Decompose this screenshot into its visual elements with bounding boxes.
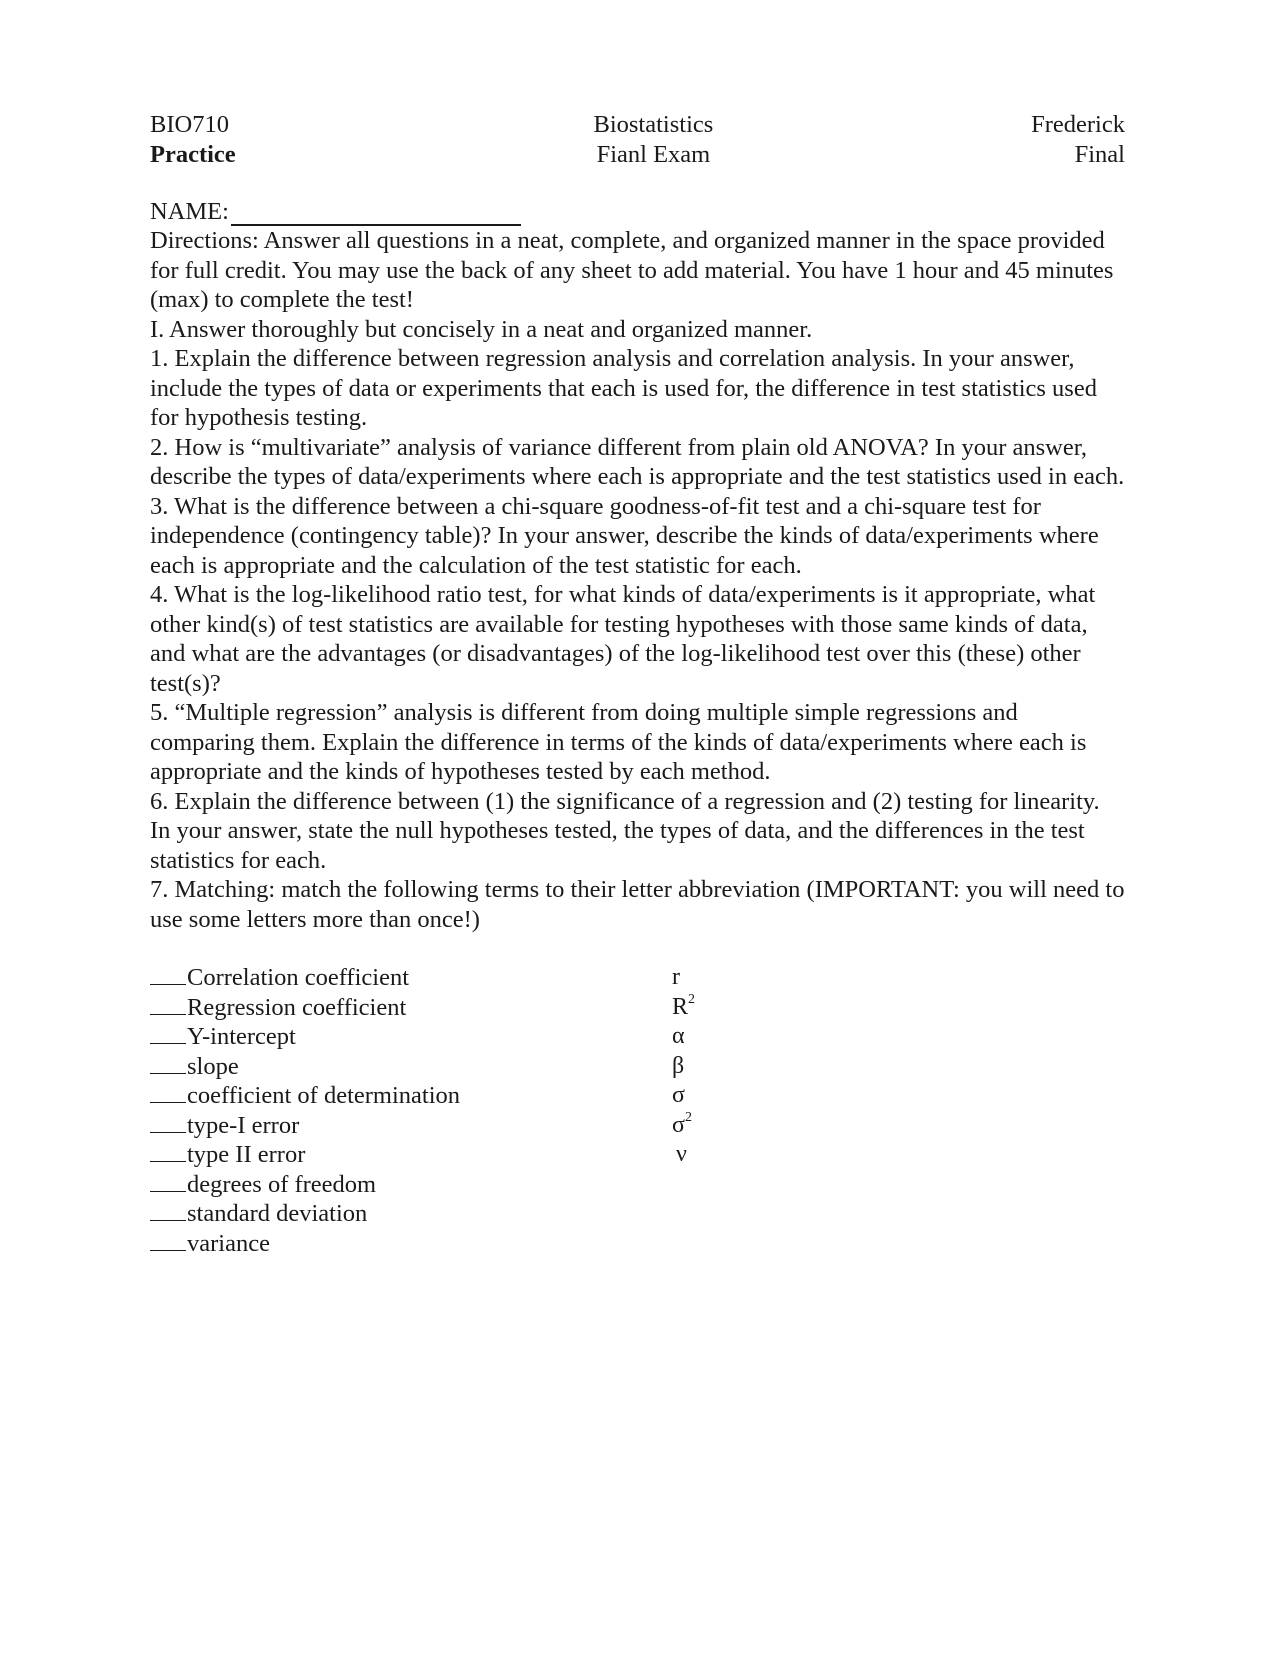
- answer-blank[interactable]: [150, 1230, 186, 1251]
- symbol-base: σ: [672, 1111, 685, 1138]
- name-blank-field[interactable]: [231, 200, 521, 226]
- exam-title: Fianl Exam: [596, 141, 711, 168]
- symbol-superscript: 2: [684, 1109, 692, 1125]
- symbol-base: σ: [672, 1082, 685, 1108]
- term-label: coefficient of determination: [187, 1082, 461, 1109]
- header-right: [1031, 110, 1125, 170]
- symbol-base: R: [672, 993, 689, 1020]
- question-7: 7. Matching: match the following terms to their letter abbreviation (IMPORTANT: you will need to use some letters more than once!): [150, 876, 1125, 933]
- symbol-sigma-squared: [672, 1111, 695, 1141]
- question-5: 5. “Multiple regression” analysis is different from doing multiple simple regressions and comparing them. Explain the difference in terms of the kinds of data/experiments where each is appropriate and the kinds of hypotheses tested by each method.: [150, 699, 1087, 785]
- answer-blank[interactable]: [150, 1053, 186, 1074]
- exam-type: Final: [1074, 141, 1125, 168]
- name-line: [150, 198, 1125, 226]
- term-label: standard deviation: [187, 1200, 368, 1227]
- answer-blank[interactable]: [150, 1200, 186, 1221]
- matching-symbols-list: [672, 963, 695, 1170]
- answer-blank[interactable]: [150, 1112, 186, 1133]
- symbol-sigma: [672, 1081, 695, 1111]
- header-left: [150, 110, 236, 170]
- answer-blank[interactable]: [150, 1082, 186, 1103]
- question-1: 1. Explain the difference between regression analysis and correlation analysis. In your answer, include the types of data or experiments that each is used for, the difference in test statistics used for hypothesis testing.: [150, 345, 1097, 431]
- term-label: degrees of freedom: [187, 1170, 377, 1198]
- matching-term: [150, 1022, 460, 1052]
- answer-blank[interactable]: [150, 994, 186, 1015]
- term-label: Y-intercept: [187, 1023, 296, 1050]
- symbol-base: α: [672, 1023, 685, 1049]
- symbol-base: ν: [676, 1141, 687, 1167]
- question-4: 4. What is the log-likelihood ratio test, for what kinds of data/experiments is it appropriate, what other kind(s) of test statistics are available for testing hypotheses with those same kinds of data, and what are the advantages (or disadvantages) of the log-likelihood test over this (these) other test(s)?: [150, 581, 1096, 697]
- matching-term: [150, 1170, 460, 1200]
- matching-term: [150, 1229, 460, 1259]
- directions-text: Directions: Answer all questions in a neat, complete, and organized manner in the space provided for full credit. You may use the back of any sheet to add material. You have 1 hour and 45 minutes (max) to complete the test!: [150, 227, 1114, 313]
- symbol-beta: [672, 1052, 695, 1082]
- answer-blank[interactable]: [150, 1171, 186, 1192]
- symbol-nu: [672, 1140, 695, 1170]
- header-center: [594, 110, 714, 170]
- symbol-r-squared: [672, 993, 695, 1023]
- term-label: slope: [187, 1052, 239, 1080]
- matching-section: [150, 963, 1125, 1263]
- course-subject: Biostatistics: [593, 111, 714, 138]
- symbol-base: β: [672, 1052, 685, 1079]
- symbol-superscript: 2: [688, 991, 696, 1007]
- matching-term: [150, 1111, 460, 1141]
- matching-term: [150, 993, 460, 1023]
- matching-term: [150, 963, 460, 993]
- answer-blank[interactable]: [150, 1023, 186, 1044]
- question-3: 3. What is the difference between a chi-square goodness-of-fit test and a chi-square test for independence (contingency table)? In your answer, describe the kinds of data/experiments where each is appropriate and the calculation of the test statistic for each.: [150, 492, 1099, 579]
- exam-header: [150, 110, 1125, 170]
- matching-terms-list: [150, 963, 460, 1258]
- section-heading: I. Answer thoroughly but concisely in a neat and organized manner.: [150, 315, 813, 343]
- matching-term: [150, 1140, 460, 1170]
- answer-blank[interactable]: [150, 1141, 186, 1162]
- exam-page: [150, 110, 1125, 1263]
- question-2: 2. How is “multivariate” analysis of variance different from plain old ANOVA? In your answer, describe the types of data/experiments where each is appropriate and the test statistics used in each.: [150, 433, 1125, 490]
- instructor-name: Frederick: [1031, 111, 1125, 138]
- term-label: Regression coefficient: [187, 993, 407, 1021]
- practice-label: Practice: [150, 141, 236, 168]
- question-6: 6. Explain the difference between (1) the significance of a regression and (2) testing for linearity. In your answer, state the null hypotheses tested, the types of data, and the differences in the test statistics for each.: [150, 787, 1100, 874]
- symbol-r: [672, 963, 695, 993]
- matching-term: [150, 1199, 460, 1229]
- name-label: NAME:: [150, 198, 229, 225]
- term-label: type II error: [187, 1141, 306, 1168]
- symbol-base: r: [672, 964, 680, 990]
- matching-term: [150, 1081, 460, 1111]
- term-label: variance: [187, 1229, 270, 1257]
- term-label: Correlation coefficient: [187, 964, 409, 991]
- term-label: type-I error: [187, 1111, 300, 1139]
- matching-term: [150, 1052, 460, 1082]
- symbol-alpha: [672, 1022, 695, 1052]
- answer-blank[interactable]: [150, 964, 186, 985]
- course-code: BIO710: [150, 111, 229, 138]
